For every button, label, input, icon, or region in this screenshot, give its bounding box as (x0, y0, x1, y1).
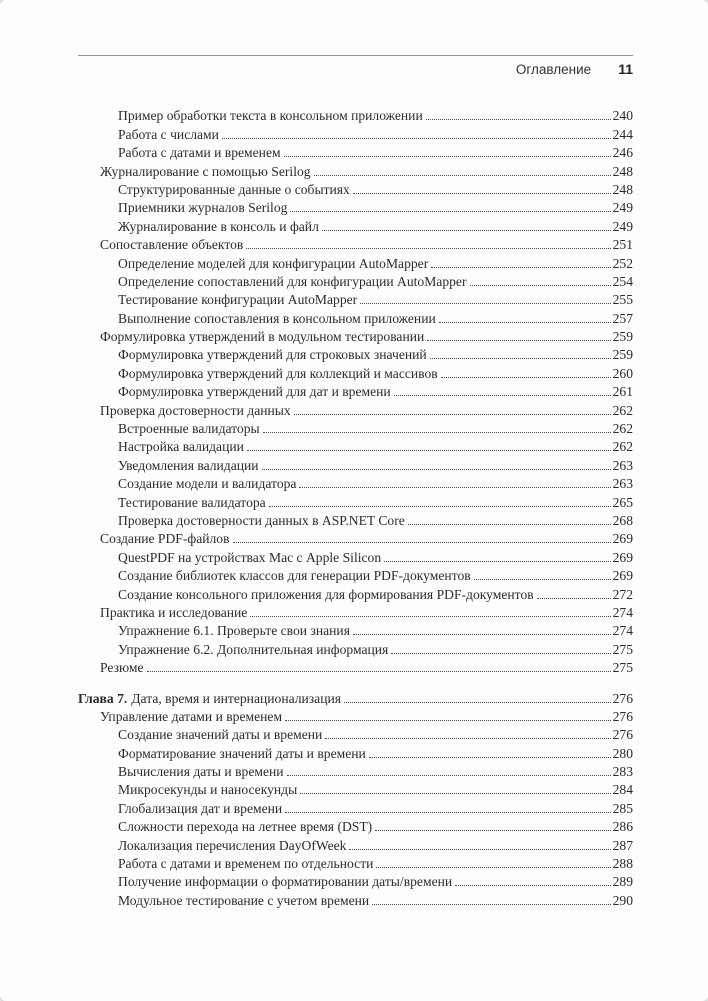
dot-leader (247, 450, 611, 451)
toc-entry-page: 269 (612, 549, 633, 565)
dot-leader (263, 432, 611, 433)
dot-leader (285, 812, 610, 813)
toc-entry-page: 275 (612, 660, 633, 676)
toc-entry-row (78, 780, 633, 798)
toc-entry-title: Определение моделей для конфигурации AutoMapper (118, 255, 429, 271)
toc-entry-page: 262 (612, 439, 633, 455)
toc-entry-title: Сопоставление объектов (100, 237, 244, 253)
dot-leader (408, 524, 611, 525)
dot-leader (439, 322, 611, 323)
toc-entry-title: Создание библиотек классов для генерации PDF-документов (118, 568, 471, 584)
dot-leader (455, 885, 610, 886)
toc-entry-page: 269 (612, 568, 633, 584)
toc-entry-row (78, 817, 633, 835)
toc-entry-row (78, 143, 633, 161)
header-page-number: 11 (618, 61, 633, 77)
dot-leader (233, 542, 611, 543)
toc-entry-title: Структурированные данные о событиях (118, 181, 350, 197)
toc-entry-title: Пример обработки текста в консольном приложении (118, 108, 423, 124)
dot-leader (372, 904, 610, 905)
toc-entry-title: Управление датами и временем (100, 708, 283, 724)
toc-entry-page: 263 (612, 457, 633, 473)
toc-entry-row (78, 511, 633, 529)
toc-entry-page: 272 (612, 586, 633, 602)
toc-entry-page: 255 (612, 292, 633, 308)
toc-entry-title: Проверка достоверности данных в ASP.NET Core (118, 512, 405, 528)
dot-leader (147, 671, 611, 672)
toc-entry-page: 249 (612, 200, 633, 216)
dot-leader (262, 469, 611, 470)
dot-leader (369, 757, 611, 758)
toc-entry-row (78, 639, 633, 657)
toc-entry-page: 289 (612, 874, 633, 890)
dot-leader (431, 267, 610, 268)
toc-entry-page: 285 (612, 800, 633, 816)
toc-entry-title: Дата, время и интернационализация (131, 690, 342, 706)
dot-leader (325, 738, 610, 739)
dot-leader (222, 138, 611, 139)
toc-entry-row (78, 835, 633, 853)
toc-entry-title: Встроенные валидаторы (118, 421, 260, 437)
toc-entry-page: 259 (612, 347, 633, 363)
toc-entry-title: Журналирование с помощью Serilog (100, 163, 311, 179)
toc-entry-row (78, 308, 633, 326)
dot-leader (322, 230, 611, 231)
toc-entry-row (78, 492, 633, 510)
toc-entry-page: 287 (612, 837, 633, 853)
dot-leader (349, 849, 610, 850)
toc-chapter-row (78, 688, 633, 706)
toc-entry-title: Проверка достоверности данных (100, 402, 291, 418)
toc-entry-page: 283 (612, 764, 633, 780)
toc-entry-page: 244 (612, 126, 633, 142)
toc-entry-row (78, 106, 633, 124)
toc-entry-title: Вычисления даты и времени (118, 764, 284, 780)
toc-entry-title: Формулировка утверждений для дат и времени (118, 384, 391, 400)
toc-entry-row (78, 725, 633, 743)
toc-entry-title: Формулировка утверждений в модульном тестировании (100, 329, 425, 345)
toc-entry-row (78, 872, 633, 890)
toc-entry-page: 251 (612, 237, 633, 253)
toc-entry-page: 276 (612, 708, 633, 724)
toc-entry-row (78, 566, 633, 584)
toc-entry-row (78, 890, 633, 908)
dot-leader (376, 867, 610, 868)
toc-entry-row (78, 161, 633, 179)
toc-entry-page: 259 (612, 329, 633, 345)
dot-leader (246, 248, 610, 249)
dot-leader (474, 579, 611, 580)
toc-entry-title: QuestPDF на устройствах Mac с Apple Silicon (118, 549, 382, 565)
toc-entry-row (78, 327, 633, 345)
dot-leader (427, 340, 610, 341)
toc-entry-row (78, 198, 633, 216)
toc-entry-page: 274 (612, 623, 633, 639)
toc-entry-title: Микросекунды и наносекунды (118, 782, 298, 798)
toc-entry-title: Работа с датами и временем по отдельности (118, 856, 374, 872)
toc-entry-row (78, 216, 633, 234)
toc-entry-page: 260 (612, 365, 633, 381)
toc-entry-row (78, 290, 633, 308)
toc-entry-row (78, 253, 633, 271)
toc-entry-row (78, 345, 633, 363)
toc-entry-page: 275 (612, 641, 633, 657)
toc-entry-title: Практика и исследование (100, 604, 248, 620)
toc-entry-title: Создание консольного приложения для формирования PDF-документов (118, 586, 534, 602)
toc-entry-row (78, 455, 633, 473)
toc-entry-title: Настройка валидации (118, 439, 244, 455)
toc-entry-page: 274 (612, 604, 633, 620)
dot-leader (314, 175, 611, 176)
toc-entry-row (78, 658, 633, 676)
toc-entry-row (78, 798, 633, 816)
dot-leader (441, 377, 611, 378)
toc-entry-title: Модульное тестирование с учетом времени (118, 892, 370, 908)
toc-entry-page: 254 (612, 273, 633, 289)
toc-entry-title: Работа с числами (118, 126, 219, 142)
toc-entry-title: Резюме (100, 660, 144, 676)
toc-entry-title: Формулировка утверждений для строковых значений (118, 347, 427, 363)
toc-entry-page: 261 (612, 384, 633, 400)
toc-entry-page: 246 (612, 145, 633, 161)
toc-entry-title: Тестирование валидатора (118, 494, 266, 510)
toc-entry-title: Создание модели и валидатора (118, 476, 297, 492)
toc-entry-row (78, 363, 633, 381)
dot-leader (360, 303, 610, 304)
toc-entry-row (78, 707, 633, 725)
dot-leader (294, 414, 611, 415)
toc-entry-row (78, 743, 633, 761)
dot-leader (353, 634, 611, 635)
toc-entry-title: Уведомления валидации (118, 457, 259, 473)
toc-entry-page: 286 (612, 819, 633, 835)
toc-entry-page: 248 (612, 181, 633, 197)
toc-entry-row (78, 584, 633, 602)
toc-entry-page: 263 (612, 476, 633, 492)
toc-entry-title: Определение сопоставлений для конфигурации AutoMapper (118, 273, 467, 289)
dot-leader (430, 358, 611, 359)
table-of-contents (78, 106, 633, 909)
dot-leader (375, 830, 610, 831)
chapter-number-label: Глава 7. (78, 690, 128, 706)
dot-leader (287, 775, 611, 776)
toc-entry-row (78, 382, 633, 400)
toc-entry-title: Выполнение сопоставления в консольном приложении (118, 310, 436, 326)
dot-leader (394, 395, 611, 396)
toc-entry-page: 284 (612, 782, 633, 798)
toc-entry-title: Создание PDF-файлов (100, 531, 230, 547)
dot-leader (391, 653, 610, 654)
toc-entry-title: Формулировка утверждений для коллекций и массивов (118, 365, 438, 381)
toc-entry-title: Журналирование в консоль и файл (118, 218, 319, 234)
toc-entry-page: 262 (612, 421, 633, 437)
toc-entry-page: 252 (612, 255, 633, 271)
toc-entry-page: 290 (612, 892, 633, 908)
dot-leader (269, 506, 611, 507)
dot-leader (250, 616, 610, 617)
dot-leader (384, 561, 610, 562)
dot-leader (299, 487, 610, 488)
toc-entry-row (78, 235, 633, 253)
toc-entry-row (78, 124, 633, 142)
toc-entry-row (78, 180, 633, 198)
dot-leader (426, 119, 611, 120)
toc-entry-page: 276 (612, 727, 633, 743)
toc-entry-title: Работа с датами и временем (118, 145, 281, 161)
dot-leader (470, 285, 611, 286)
toc-entry-row (78, 854, 633, 872)
toc-entry-title: Глобализация дат и времени (118, 800, 283, 816)
toc-entry-title: Тестирование конфигурации AutoMapper (118, 292, 358, 308)
toc-entry-row (78, 529, 633, 547)
dot-leader (284, 156, 611, 157)
toc-entry-title: Форматирование значений даты и времени (118, 745, 366, 761)
dot-leader (537, 598, 611, 599)
toc-entry-row (78, 603, 633, 621)
toc-entry-row (78, 272, 633, 290)
toc-entry-title: Сложности перехода на летнее время (DST) (118, 819, 373, 835)
toc-entry-row (78, 419, 633, 437)
toc-entry-row (78, 437, 633, 455)
toc-entry-page: 269 (612, 531, 633, 547)
toc-entry-title: Создание значений даты и времени (118, 727, 323, 743)
toc-entry-title: Получение информации о форматировании даты/времени (118, 874, 453, 890)
toc-entry-page: 262 (612, 402, 633, 418)
toc-entry-title: Локализация перечисления DayOfWeek (118, 837, 347, 853)
toc-entry-page: 265 (612, 494, 633, 510)
toc-entry-title: Упражнение 6.2. Дополнительная информация (118, 641, 389, 657)
toc-entry-page: 280 (612, 745, 633, 761)
toc-entry-page: 268 (612, 512, 633, 528)
toc-entry-title: Упражнение 6.1. Проверьте свои знания (118, 623, 350, 639)
toc-entry-page: 249 (612, 218, 633, 234)
toc-entry-row (78, 547, 633, 565)
header-title: Оглавление (515, 62, 592, 77)
dot-leader (300, 793, 610, 794)
toc-entry-page: 288 (612, 856, 633, 872)
toc-entry-page: 248 (612, 163, 633, 179)
dot-leader (353, 193, 611, 194)
toc-entry-row (78, 474, 633, 492)
toc-entry-page: 276 (612, 690, 633, 706)
toc-entry-row (78, 400, 633, 418)
toc-entry-title: Приемники журналов Serilog (118, 200, 288, 216)
toc-entry-page: 257 (612, 310, 633, 326)
toc-entry-row (78, 762, 633, 780)
dot-leader (290, 211, 610, 212)
dot-leader (285, 720, 611, 721)
toc-entry-page: 240 (612, 108, 633, 124)
page-header (78, 55, 633, 77)
dot-leader (344, 702, 611, 703)
toc-entry-row (78, 621, 633, 639)
